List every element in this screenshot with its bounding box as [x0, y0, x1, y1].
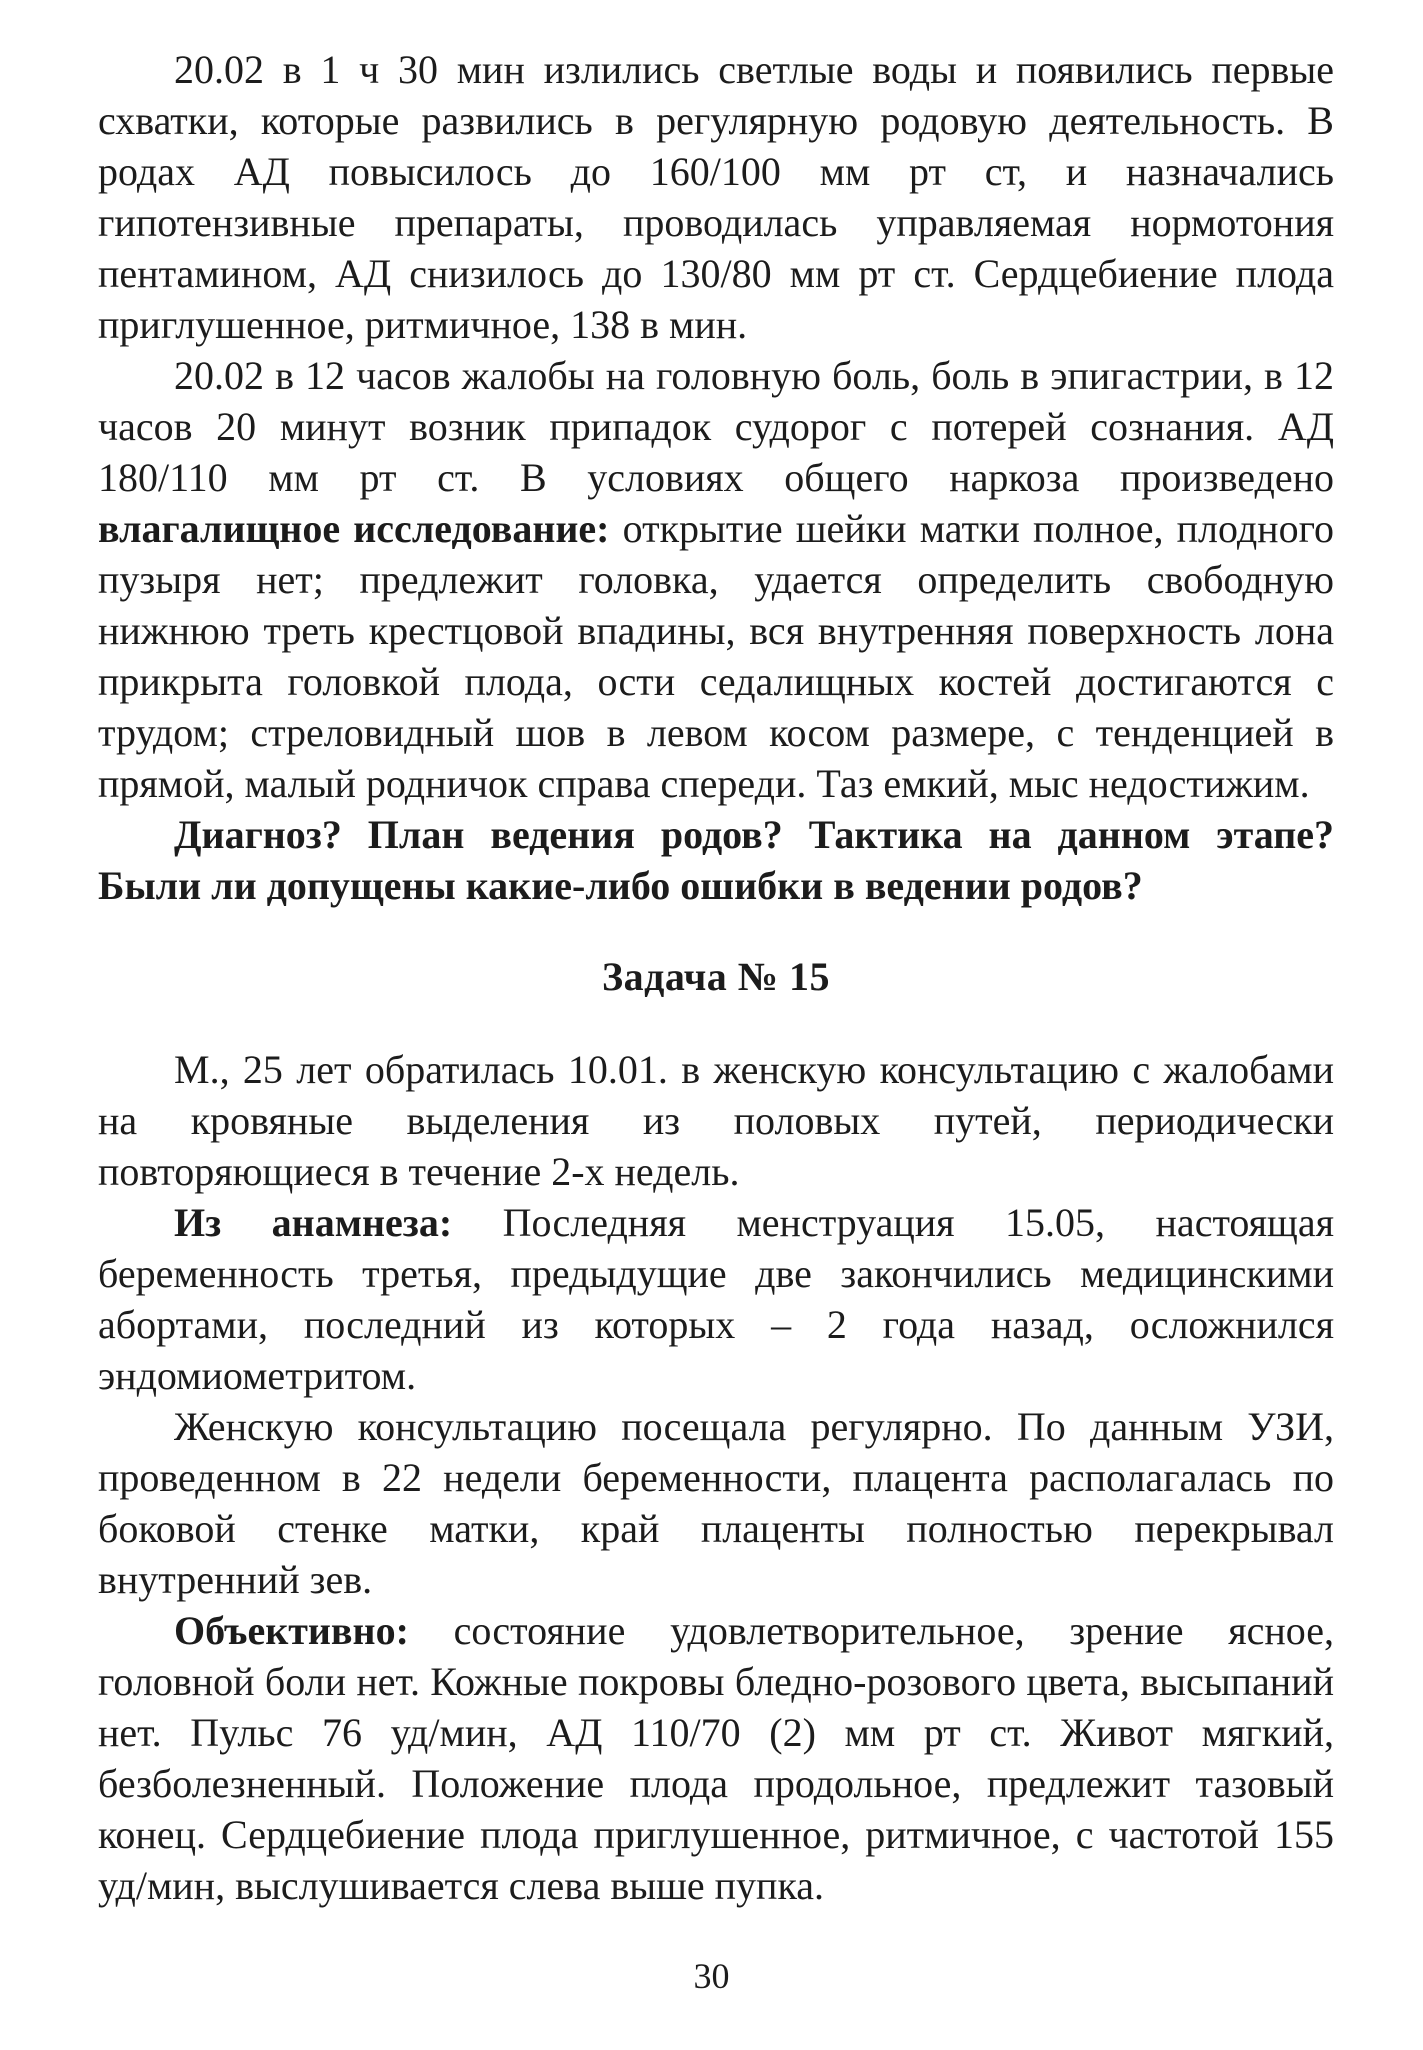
- paragraph-anamnesis: [98, 1197, 1334, 1401]
- paragraph-intro: М., 25 лет обратилась 10.01. в женскую консультацию с жалобами на кровяные выделения из половых путей, периодически повторяющиеся в течение 2-х недель.: [98, 1047, 1334, 1194]
- exam-bold-label: влагалищное исследование:: [98, 506, 610, 551]
- exam-text-before: 20.02 в 12 часов жалобы на головную боль, боль в эпигастрии, в 12 часов 20 минут возник припадок судорог с потерей сознания. АД 180/110 мм рт ст. В условиях общего наркоза произведено: [98, 353, 1334, 500]
- task-questions: Диагноз? План ведения родов? Тактика на данном этапе? Были ли допущены какие-либо ошибки в ведении родов?: [98, 812, 1334, 908]
- page-number: 30: [693, 1956, 730, 1996]
- document-page: [98, 44, 1334, 1911]
- anamnesis-label: Из анамнеза:: [174, 1200, 453, 1245]
- objective-label: Объективно:: [174, 1608, 409, 1653]
- paragraph-vaginal-exam: [98, 350, 1334, 809]
- exam-text-after: открытие шейки матки полное, плодного пузыря нет; предлежит головка, удается определить свободную нижнюю треть крестцовой впадины, вся внутренняя поверхность лона прикрыта головкой плода, ости седалищных костей достигаются с трудом; стреловидный шов в левом косом размере, с тенденцией в прямой, малый родничок справа спереди. Таз емкий, мыс недостижим.: [98, 506, 1334, 806]
- paragraph-consultation: Женскую консультацию посещала регулярно. По данным УЗИ, проведенном в 22 недели беременности, плацента располагалась по боковой стенке матки, край плаценты полностью перекрывал внутренний зев.: [98, 1404, 1334, 1602]
- paragraph-labor-onset: 20.02 в 1 ч 30 мин излились светлые воды и появились первые схватки, которые развились в регулярную родовую деятельность. В родах АД повысилось до 160/100 мм рт ст, и назначались гипотензивные препараты, проводилась управляемая нормотония пентамином, АД снизилось до 130/80 мм рт ст. Сердцебиение плода приглушенное, ритмичное, 138 в мин.: [98, 47, 1334, 347]
- task-title: Задача № 15: [602, 954, 830, 999]
- objective-text: состояние удовлетворительное, зрение ясное, головной боли нет. Кожные покровы бледно-розового цвета, высыпаний нет. Пульс 76 уд/мин, АД 110/70 (2) мм рт ст. Живот мягкий, безболезненный. Положение плода продольное, предлежит тазовый конец. Сердцебиение плода приглушенное, ритмичное, с частотой 155 уд/мин, выслушивается слева выше пупка.: [98, 1608, 1334, 1908]
- anamnesis-text: Последняя менструация 15.05, настоящая беременность третья, предыдущие две закончились медицинскими абортами, последний из которых – 2 года назад, осложнился эндомиометритом.: [98, 1200, 1334, 1398]
- paragraph-objective: [98, 1605, 1334, 1911]
